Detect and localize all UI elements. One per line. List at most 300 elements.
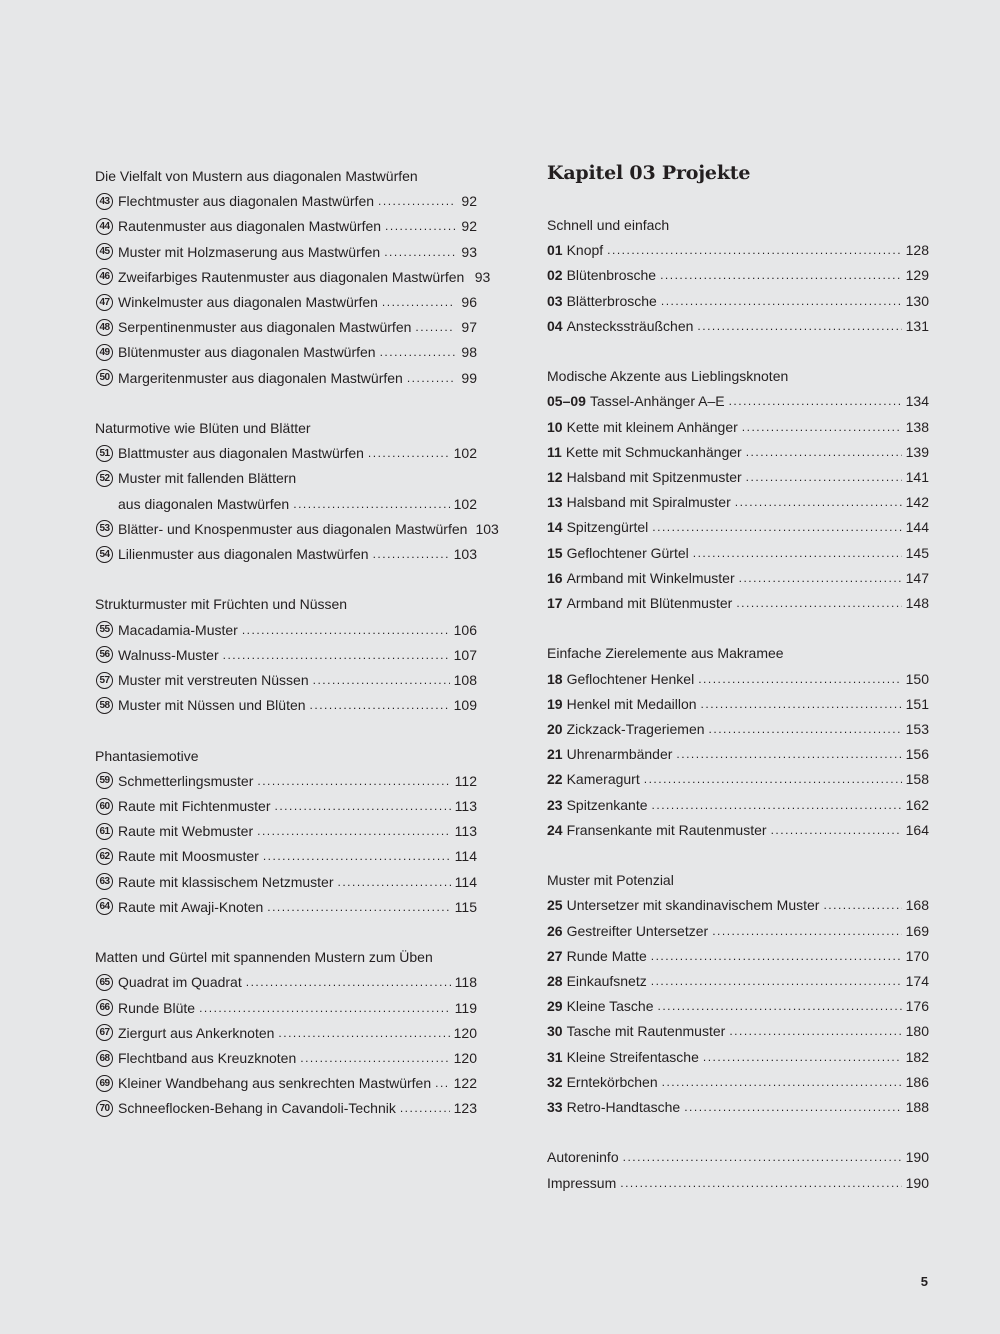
- entry-number: 25: [547, 897, 563, 914]
- entry-page: 147: [905, 569, 929, 586]
- section-heading: Muster mit Potenzial: [547, 872, 674, 889]
- entry-title: Rautenmuster aus diagonalen Mastwürfen: [118, 218, 382, 235]
- entry-page: 113: [454, 823, 477, 840]
- dot-leader: [703, 1046, 902, 1068]
- entry-number-badge: 48: [96, 319, 113, 336]
- toc-entry[interactable]: [547, 1071, 929, 1093]
- entry-page: 102: [453, 445, 477, 462]
- entry-number: 33: [547, 1099, 563, 1115]
- entry-page: 119: [454, 999, 477, 1016]
- toc-entry[interactable]: [547, 441, 929, 463]
- entry-number-badge: 56: [96, 646, 113, 663]
- entry-title: Kameragurt: [566, 771, 640, 788]
- entry-number: 24: [547, 821, 563, 838]
- toc-entry[interactable]: [95, 1047, 477, 1069]
- toc-entry[interactable]: [547, 945, 929, 967]
- entry-title: Uhrenarmbänder: [566, 746, 673, 763]
- entry-page: 180: [905, 1023, 929, 1040]
- dot-leader: [651, 970, 902, 992]
- toc-entry[interactable]: [547, 894, 929, 916]
- entry-title: Muster mit verstreuten Nüssen: [118, 672, 309, 688]
- entry-page: 102: [453, 495, 477, 512]
- dot-leader: [658, 995, 902, 1017]
- dot-leader: [676, 743, 901, 765]
- entry-number-badge: 65: [96, 974, 113, 991]
- dot-leader: [709, 718, 902, 740]
- toc-entry[interactable]: [95, 997, 477, 1019]
- toc-entry[interactable]: [547, 718, 929, 740]
- entry-page: 139: [905, 443, 929, 460]
- entry-number: 31: [547, 1048, 563, 1065]
- entry-page: 96: [461, 294, 477, 310]
- dot-leader: [378, 190, 455, 212]
- dot-leader: [310, 694, 450, 716]
- entry-page: 190: [905, 1149, 929, 1166]
- dot-leader: [338, 871, 451, 893]
- entry-number-badge: 45: [96, 243, 113, 260]
- toc-entry[interactable]: [95, 518, 499, 540]
- entry-number: 01: [547, 242, 563, 259]
- entry-number-badge: 52: [96, 470, 113, 487]
- entry-number-badge: 59: [96, 772, 113, 789]
- toc-entry[interactable]: [95, 694, 477, 716]
- entry-number: 15: [547, 544, 563, 561]
- toc-entry[interactable]: [547, 264, 929, 286]
- entry-page: 114: [454, 873, 477, 890]
- entry-title: Spitzenkante: [566, 796, 648, 813]
- dot-leader: [684, 1096, 901, 1118]
- entry-page: 115: [454, 898, 477, 915]
- entry-number: 27: [547, 947, 563, 964]
- entry-page: 150: [905, 670, 929, 687]
- toc-entry[interactable]: [547, 592, 929, 614]
- toc-entry[interactable]: [95, 820, 477, 842]
- entry-page: 151: [905, 695, 929, 712]
- entry-page: 123: [453, 1100, 477, 1117]
- dot-leader: [242, 619, 450, 641]
- dot-leader: [771, 819, 902, 841]
- entry-number: 14: [547, 519, 563, 536]
- toc-entry[interactable]: [547, 970, 929, 992]
- entry-number: 30: [547, 1023, 563, 1040]
- toc-entry[interactable]: [95, 795, 477, 817]
- entry-number: 05–09: [547, 393, 586, 410]
- entry-title-line2: aus diagonalen Mastwürfen: [118, 495, 290, 512]
- entry-page: 164: [905, 821, 929, 838]
- entry-page: 97: [461, 319, 477, 336]
- entry-title: Raute mit klassischem Netzmuster: [118, 873, 334, 890]
- entry-page: 113: [454, 798, 477, 814]
- entry-title: Muster mit Nüssen und Blüten: [118, 697, 306, 714]
- dot-leader: [199, 997, 451, 1019]
- entry-title: Raute mit Fichtenmuster: [118, 798, 271, 814]
- entry-page: 186: [905, 1073, 929, 1090]
- dot-leader: [736, 592, 901, 614]
- dot-leader: [742, 416, 902, 438]
- entry-page: 188: [905, 1099, 929, 1115]
- entry-number-badge: 57: [96, 672, 113, 689]
- entry-page: 129: [905, 267, 929, 284]
- entry-title: Blütenbrosche: [566, 267, 657, 284]
- dot-leader: [823, 894, 901, 916]
- entry-number-badge: 58: [96, 697, 113, 714]
- entry-page: 182: [905, 1048, 929, 1065]
- entry-number: 32: [547, 1073, 563, 1090]
- entry-number: 23: [547, 796, 563, 813]
- entry-page: 98: [461, 344, 477, 361]
- entry-number-badge: 55: [96, 621, 113, 638]
- entry-page: 130: [905, 292, 929, 309]
- toc-entry[interactable]: [95, 291, 477, 313]
- entry-page: 176: [905, 998, 929, 1015]
- dot-leader: [257, 820, 451, 842]
- entry-page: 122: [453, 1075, 477, 1092]
- toc-entry[interactable]: [95, 442, 477, 464]
- dot-leader: [223, 644, 450, 666]
- dot-leader: [712, 920, 901, 942]
- entry-page: 168: [905, 897, 929, 914]
- entry-page: 131: [905, 317, 929, 334]
- dot-leader: [652, 516, 901, 538]
- entry-number-badge: 51: [96, 445, 113, 462]
- entry-title: Blätterbrosche: [566, 292, 657, 309]
- section-heading: Strukturmuster mit Früchten und Nüssen: [95, 596, 348, 613]
- entry-page: 162: [905, 796, 929, 813]
- toc-entry[interactable]: [547, 491, 929, 513]
- toc-entry[interactable]: [547, 1096, 929, 1118]
- entry-title: Ansteckssträußchen: [566, 317, 694, 334]
- toc-entry[interactable]: [547, 239, 929, 261]
- entry-number-badge: 44: [96, 218, 113, 235]
- entry-number-badge: 49: [96, 344, 113, 361]
- entry-page: 145: [905, 544, 929, 561]
- dot-leader: [746, 441, 902, 463]
- dot-leader: [313, 669, 450, 691]
- entry-title: Serpentinenmuster aus diagonalen Mastwürfen: [118, 319, 412, 336]
- entry-number: 13: [547, 494, 563, 511]
- entry-page: 169: [905, 922, 929, 939]
- toc-entry[interactable]: [95, 493, 477, 515]
- toc-entry[interactable]: [547, 920, 929, 942]
- dot-leader: [644, 768, 902, 790]
- dot-leader: [415, 316, 455, 338]
- entry-title: Lilienmuster aus diagonalen Mastwürfen: [118, 546, 369, 562]
- entry-title: Runde Matte: [566, 947, 647, 964]
- toc-entry[interactable]: [547, 995, 929, 1017]
- entry-title: Margeritenmuster aus diagonalen Mastwürfen: [118, 369, 403, 386]
- page-number: 5: [920, 1274, 928, 1289]
- toc-entry[interactable]: [547, 516, 929, 538]
- dot-leader: [278, 1022, 449, 1044]
- toc-entry[interactable]: [547, 290, 929, 312]
- entry-page: 108: [453, 672, 477, 688]
- toc-entry[interactable]: [95, 543, 477, 565]
- entry-title: Spitzengürtel: [566, 519, 649, 536]
- entry-page: 142: [905, 494, 929, 511]
- entry-title: Geflochtener Gürtel: [566, 544, 689, 561]
- entry-number-badge: 50: [96, 369, 113, 386]
- toc-entry[interactable]: [95, 644, 477, 666]
- entry-title: Blattmuster aus diagonalen Mastwürfen: [118, 445, 364, 462]
- toc-entry[interactable]: [95, 1072, 477, 1094]
- entry-title: Muster mit fallenden Blättern: [118, 470, 297, 487]
- entry-page: 158: [905, 771, 929, 788]
- dot-leader: [739, 567, 902, 589]
- toc-entry[interactable]: [547, 693, 929, 715]
- entry-page: 153: [905, 721, 929, 737]
- toc-entry[interactable]: [547, 768, 929, 790]
- toc-entry[interactable]: [547, 1046, 929, 1068]
- toc-entry[interactable]: [95, 190, 477, 212]
- entry-page: 92: [461, 218, 477, 235]
- dot-leader: [400, 1097, 450, 1119]
- entry-page: 148: [905, 595, 929, 611]
- entry-title: Raute mit Moosmuster: [118, 848, 259, 865]
- dot-leader: [651, 945, 902, 967]
- entry-title: Geflochtener Henkel: [566, 670, 695, 687]
- section-heading: Phantasiemotive: [95, 747, 199, 764]
- dot-leader: [662, 1071, 902, 1093]
- entry-number-badge: 61: [96, 823, 113, 840]
- dot-leader: [735, 491, 902, 513]
- entry-page: 138: [905, 418, 929, 435]
- entry-title: Tassel-Anhänger A–E: [589, 393, 725, 410]
- entry-title: Kleine Streifentasche: [566, 1048, 699, 1065]
- section-heading: Matten und Gürtel mit spannenden Mustern zum Üben: [95, 949, 433, 966]
- section-heading: Modische Akzente aus Lieblingsknoten: [547, 368, 789, 385]
- toc-entry[interactable]: [95, 341, 477, 363]
- toc-entry[interactable]: [547, 466, 929, 488]
- entry-title: Kleiner Wandbehang aus senkrechten Mastwürfen: [118, 1075, 432, 1092]
- dot-leader: [368, 442, 450, 464]
- section-heading: Schnell und einfach: [547, 217, 670, 233]
- entry-page: 170: [905, 947, 929, 964]
- dot-leader: [263, 845, 451, 867]
- dot-leader: [746, 466, 902, 488]
- entry-page: 103: [453, 546, 477, 562]
- dot-leader: [607, 239, 901, 261]
- section-heading: Die Vielfalt von Mustern aus diagonalen Mastwürfen: [95, 168, 418, 184]
- dot-leader: [380, 341, 455, 363]
- dot-leader: [384, 241, 455, 263]
- entry-page: 109: [453, 697, 477, 714]
- dot-leader: [729, 390, 902, 412]
- entry-number-badge: 60: [96, 798, 113, 815]
- entry-number-badge: 70: [96, 1100, 113, 1117]
- dot-leader: [257, 770, 450, 792]
- entry-title: Ziergurt aus Ankerknoten: [118, 1024, 275, 1041]
- entry-number-badge: 66: [96, 999, 113, 1016]
- toc-entry[interactable]: [547, 416, 929, 438]
- entry-number: 18: [547, 670, 563, 687]
- entry-number: 02: [547, 267, 563, 284]
- entry-title: Armband mit Blütenmuster: [566, 595, 733, 611]
- toc-entry[interactable]: [547, 668, 929, 690]
- toc-entry[interactable]: [547, 743, 929, 765]
- toc-entry[interactable]: [547, 819, 929, 841]
- entry-page: 93: [461, 243, 477, 260]
- entry-title: Flechtband aus Kreuzknoten: [118, 1050, 297, 1066]
- entry-page: 141: [905, 469, 929, 485]
- entry-page: 174: [905, 973, 929, 989]
- entry-title: Erntekörbchen: [566, 1073, 658, 1090]
- entry-title: Gestreifter Untersetzer: [566, 922, 709, 939]
- dot-leader: [697, 315, 901, 337]
- entry-number-badge: 64: [96, 898, 113, 915]
- entry-page: 134: [905, 393, 929, 410]
- entry-title: Zickzack-Trageriemen: [566, 721, 705, 737]
- entry-title: Runde Blüte: [118, 999, 196, 1016]
- entry-number: 03: [547, 292, 563, 309]
- dot-leader: [693, 542, 902, 564]
- dot-leader: [698, 668, 901, 690]
- entry-title: Henkel mit Medaillon: [566, 695, 697, 712]
- dot-leader: [435, 1072, 450, 1094]
- entry-title: Macadamia-Muster: [118, 621, 238, 638]
- entry-number: 19: [547, 695, 563, 712]
- toc-entry[interactable]: [547, 567, 929, 589]
- entry-number: 10: [547, 418, 563, 435]
- entry-number: 26: [547, 922, 563, 939]
- entry-number: 20: [547, 721, 563, 737]
- entry-page: 118: [454, 974, 477, 991]
- entry-title: Flechtmuster aus diagonalen Mastwürfen: [118, 193, 375, 210]
- entry-number: 16: [547, 569, 563, 586]
- entry-page: 99: [461, 369, 477, 386]
- entry-number-badge: 62: [96, 848, 113, 865]
- toc-entry[interactable]: [547, 542, 929, 564]
- entry-page: 106: [453, 621, 477, 638]
- entry-page: 190: [905, 1174, 929, 1191]
- toc-entry[interactable]: [95, 367, 477, 389]
- toc-entry[interactable]: [547, 390, 929, 412]
- entry-title: Raute mit Webmuster: [118, 823, 254, 840]
- entry-page: 112: [454, 772, 477, 789]
- entry-number-badge: 54: [96, 546, 113, 563]
- entry-number-badge: 47: [96, 294, 113, 311]
- toc-entry[interactable]: [547, 1172, 929, 1194]
- entry-title: Autoreninfo: [547, 1149, 619, 1166]
- entry-title: Halsband mit Spitzenmuster: [566, 469, 742, 485]
- entry-title: Kette mit Schmuckanhänger: [565, 443, 742, 460]
- entry-title: Schmetterlingsmuster: [118, 772, 254, 789]
- dot-leader: [620, 1172, 901, 1194]
- toc-entry[interactable]: [95, 467, 477, 489]
- dot-leader: [661, 290, 902, 312]
- entry-page: 107: [453, 646, 477, 663]
- entry-page: 92: [461, 193, 477, 210]
- chapter-title: Kapitel 03 Projekte: [547, 162, 751, 184]
- dot-leader: [407, 367, 455, 389]
- entry-page: 120: [453, 1024, 477, 1041]
- entry-title: Retro-Handtasche: [566, 1099, 681, 1115]
- entry-number: 11: [547, 443, 562, 460]
- entry-number-badge: 53: [96, 520, 113, 537]
- entry-number: 29: [547, 998, 563, 1015]
- dot-leader: [275, 795, 451, 817]
- toc-entry[interactable]: [95, 1022, 477, 1044]
- dot-leader: [623, 1146, 902, 1168]
- entry-page: 156: [905, 746, 929, 763]
- dot-leader: [373, 543, 450, 565]
- entry-title: Halsband mit Spiralmuster: [566, 494, 731, 511]
- entry-page: 103: [475, 520, 499, 537]
- entry-number-badge: 63: [96, 873, 113, 890]
- toc-entry[interactable]: [95, 896, 477, 918]
- dot-leader: [293, 493, 449, 515]
- entry-number-badge: 69: [96, 1075, 113, 1092]
- entry-title: Walnuss-Muster: [118, 646, 219, 663]
- entry-number: 21: [547, 746, 563, 763]
- entry-title: Schneeflocken-Behang in Cavandoli-Technik: [118, 1100, 396, 1117]
- entry-title: Quadrat im Quadrat: [118, 974, 242, 991]
- section-heading: Einfache Zierelemente aus Makramee: [547, 645, 784, 662]
- entry-page: 128: [905, 242, 929, 259]
- entry-title: Raute mit Awaji-Knoten: [118, 898, 264, 915]
- entry-number: 28: [547, 973, 563, 989]
- entry-number: 17: [547, 595, 563, 611]
- toc-entry[interactable]: [95, 845, 477, 867]
- toc-entry[interactable]: [95, 1097, 477, 1119]
- entry-number: 04: [547, 317, 563, 334]
- entry-title: Tasche mit Rautenmuster: [566, 1023, 726, 1040]
- dot-leader: [385, 215, 455, 237]
- dot-leader: [300, 1047, 449, 1069]
- toc-entry[interactable]: [95, 971, 477, 993]
- entry-title: Muster mit Holzmaserung aus Mastwürfen: [118, 243, 381, 260]
- toc-entry[interactable]: [547, 794, 929, 816]
- toc-entry[interactable]: [95, 316, 477, 338]
- toc-entry[interactable]: [95, 770, 477, 792]
- entry-page: 93: [474, 268, 491, 285]
- entry-number: 22: [547, 771, 563, 788]
- toc-entry[interactable]: [547, 315, 929, 337]
- toc-entry[interactable]: [95, 669, 477, 691]
- dot-leader: [246, 971, 451, 993]
- entry-number-badge: 68: [96, 1050, 113, 1067]
- entry-number-badge: 67: [96, 1024, 113, 1041]
- entry-title: Armband mit Winkelmuster: [566, 569, 735, 586]
- toc-entry[interactable]: [95, 215, 477, 237]
- entry-page: 114: [454, 848, 477, 865]
- entry-page: 120: [453, 1050, 477, 1066]
- entry-title: Untersetzer mit skandinavischem Muster: [566, 897, 820, 914]
- dot-leader: [267, 896, 450, 918]
- dot-leader: [701, 693, 902, 715]
- toc-entry[interactable]: [95, 266, 491, 288]
- toc-entry[interactable]: [95, 871, 477, 893]
- entry-title: Winkelmuster aus diagonalen Mastwürfen: [118, 294, 378, 310]
- entry-number-badge: 43: [96, 193, 113, 210]
- entry-title: Blütenmuster aus diagonalen Mastwürfen: [118, 344, 376, 361]
- entry-title: Knopf: [566, 242, 604, 259]
- toc-entry[interactable]: [547, 1020, 929, 1042]
- toc-entry[interactable]: [547, 1146, 929, 1168]
- entry-page: 144: [905, 519, 929, 536]
- entry-title: Kleine Tasche: [566, 998, 654, 1015]
- toc-entry[interactable]: [95, 619, 477, 641]
- entry-number: 12: [547, 469, 563, 485]
- dot-leader: [660, 264, 902, 286]
- entry-title: Zweifarbiges Rautenmuster aus diagonalen Mastwürfen: [118, 268, 465, 285]
- dot-leader: [382, 291, 455, 313]
- section-heading: Naturmotive wie Blüten und Blätter: [95, 420, 311, 436]
- entry-number-badge: 46: [96, 268, 113, 285]
- toc-entry[interactable]: [95, 241, 477, 263]
- entry-title: Fransenkante mit Rautenmuster: [566, 821, 767, 838]
- dot-leader: [729, 1020, 901, 1042]
- dot-leader: [652, 794, 902, 816]
